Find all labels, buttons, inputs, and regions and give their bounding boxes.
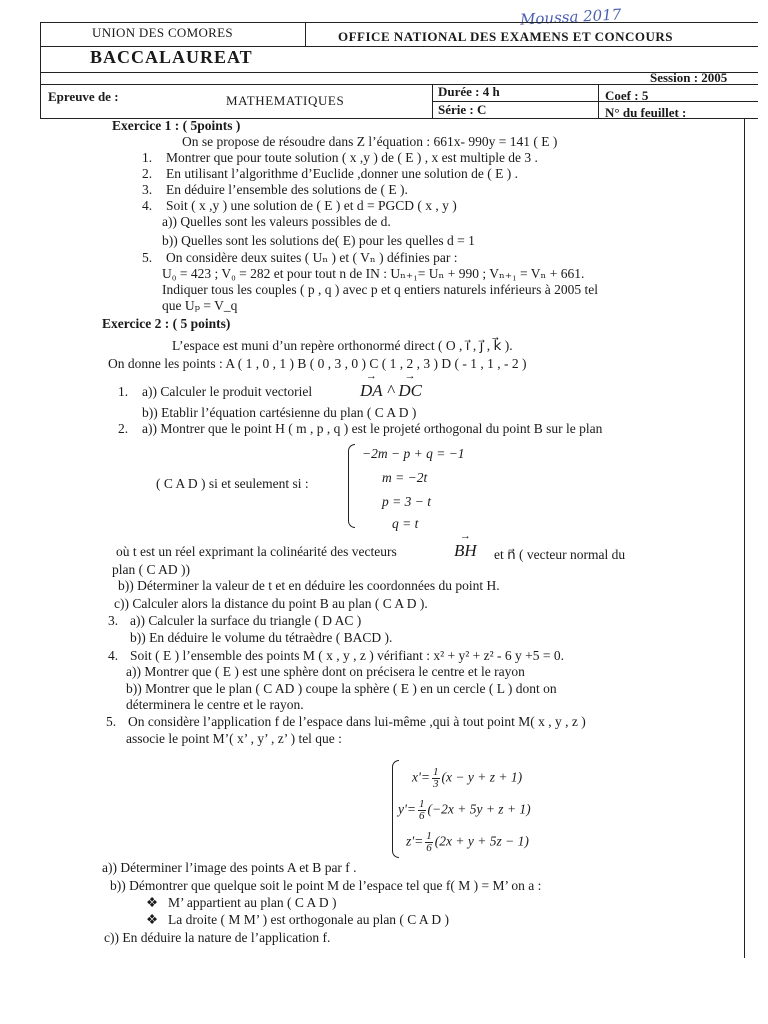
header-divider-1 [305, 22, 306, 46]
item-number: 1. [118, 384, 129, 399]
exercise-2-title: Exercice 2 : ( 5 points) [102, 316, 231, 331]
exercise-2-intro: L’espace est muni d’un repère orthonormé direct ( O , i⃗ , j⃗ , k⃗ ). [172, 338, 513, 353]
session: Session : 2005 [650, 70, 728, 85]
given-points: On donne les points : A ( 1 , 0 , 1 ) B ( 0 , 3 , 0 ) C ( 1 , 2 , 3 ) D ( - 1 , 1 , - 2 ) [108, 356, 527, 371]
system-2-x-rhs: (x − y + z + 1) [441, 769, 523, 785]
ex2-question-5b-ii: La droite ( M M’ ) est orthogonale au plan ( C A D ) [168, 912, 449, 927]
exam-title: BACCALAUREAT [90, 47, 253, 67]
system-2-y [398, 799, 531, 822]
sheet-number: N° du feuillet : [605, 105, 687, 120]
system-1-eq3: p = 3 − t [382, 494, 431, 509]
ex2-question-4b-line1: b)) Montrer que le plan ( C AD ) coupe la sphère ( E ) en un cercle ( L ) dont on [126, 681, 557, 696]
item-number: 2. [118, 421, 129, 436]
system-2-z-rhs: (2x + y + 5z − 1) [434, 833, 529, 849]
ex1-question-5-line2: Indiquer tous les couples ( p , q ) avec p et q entiers naturels inférieurs à 2005 tel [162, 282, 598, 297]
ex2-question-4: Soit ( E ) l’ensemble des points M ( x , y , z ) vérifiant : x² + y² + z² - 6 y +5 = 0. [130, 648, 565, 663]
fraction-denominator: 6 [419, 810, 425, 822]
fraction [425, 831, 433, 854]
system-2-x-lhs: x'= [412, 769, 430, 785]
vector-bh: BH → [454, 530, 477, 560]
page-right-border [744, 118, 745, 958]
item-number: 4. [142, 198, 153, 213]
ex1-question-1: Montrer que pour toute solution ( x ,y ) de ( E ) , x est multiple de 3 . [166, 150, 538, 165]
item-number: 3. [108, 613, 119, 628]
item-number: 5. [106, 714, 117, 729]
system-2-z [406, 831, 529, 854]
fraction [432, 767, 440, 790]
ex2-question-5c: c)) En déduire la nature de l’application f. [104, 930, 331, 945]
fraction-denominator: 6 [426, 842, 432, 854]
office-name: OFFICE NATIONAL DES EXAMENS ET CONCOURS [338, 29, 674, 44]
ex2-question-2-text: où t est un réel exprimant la colinéarité des vecteurs [116, 544, 397, 559]
system-1-eq2: m = −2t [382, 470, 428, 485]
item-number: 1. [142, 150, 153, 165]
fraction-numerator: 1 [426, 830, 432, 842]
ex1-question-5-line1: U₀ = 423 ; V₀ = 282 et pour tout n de IN : Uₙ₊₁= Uₙ + 990 ; Vₙ₊₁ = Vₙ + 661. [162, 266, 585, 281]
item-number: 3. [142, 182, 153, 197]
exercise-1-title: Exercice 1 : ( 5points ) [112, 118, 241, 133]
ex2-question-2-text-cont: et n⃗ ( vecteur normal du [494, 547, 626, 562]
ex1-question-5: On considère deux suites ( Uₙ ) et ( Vₙ ) définies par : [166, 250, 458, 265]
ex2-question-5-line2: associe le point M’( x’ , y’ , z’ ) tel que : [126, 731, 342, 746]
system-1-eq1: −2m − p + q = −1 [362, 446, 465, 461]
ex2-question-4a: a)) Montrer que ( E ) est une sphère dont on précisera le centre et le rayon [126, 664, 525, 679]
fraction [418, 799, 426, 822]
coefficient: Coef : 5 [605, 88, 649, 103]
exercise-1-intro: On se propose de résoudre dans Z l’équation : 661x- 990y = 141 ( E ) [182, 134, 558, 149]
ex1-question-3: En déduire l’ensemble des solutions de ( E ). [166, 182, 408, 197]
header-rule-top [40, 22, 758, 23]
item-number: 2. [142, 166, 153, 181]
fraction-numerator: 1 [433, 766, 439, 778]
ex2-question-2b: b)) Déterminer la valeur de t et en déduire les coordonnées du point H. [118, 578, 500, 593]
ex1-question-4a: a)) Quelles sont les valeurs possibles de d. [162, 214, 391, 229]
serie: Série : C [438, 102, 487, 117]
system-2-x [412, 767, 522, 790]
ex2-question-1b: b)) Etablir l’équation cartésienne du plan ( C A D ) [142, 405, 417, 420]
system-2-y-lhs: y'= [398, 801, 416, 817]
ex2-question-5b: b)) Démontrer que quelque soit le point M de l’espace tel que f( M ) = M’ on a : [110, 878, 542, 893]
ex1-question-5-line3: que Uₚ = V_q [162, 298, 238, 313]
ex2-question-3b: b)) En déduire le volume du tétraèdre ( BACD ). [130, 630, 393, 645]
system-2-z-lhs: z'= [406, 833, 424, 849]
system-1-eq4: q = t [392, 516, 419, 531]
header-left-border [40, 22, 41, 118]
country-name: UNION DES COMORES [92, 25, 233, 40]
ex2-question-5b-i: M’ appartient au plan ( C A D ) [168, 895, 337, 910]
ex2-question-5a: a)) Déterminer l’image des points A et B par f . [102, 860, 357, 875]
ex2-question-1a: a)) Calculer le produit vectoriel [142, 384, 313, 399]
bullet-icon: ❖ [146, 912, 159, 927]
system-2-y-rhs: (−2x + 5y + z + 1) [427, 801, 531, 817]
item-number: 4. [108, 648, 119, 663]
ex2-question-2a-condition: ( C A D ) si et seulement si : [156, 476, 309, 491]
fraction-denominator: 3 [433, 778, 439, 790]
duration: Durée : 4 h [438, 84, 500, 99]
ex2-question-2a: a)) Montrer que le point H ( m , p , q ) est le projeté orthogonal du point B sur le plan [142, 421, 603, 436]
ex1-question-2: En utilisant l’algorithme d’Euclide ,donner une solution de ( E ) . [166, 166, 519, 181]
handwritten-note: Moussa 2017 [519, 5, 622, 29]
item-number: 5. [142, 250, 153, 265]
bullet-icon: ❖ [146, 895, 159, 910]
system-brace-1 [348, 444, 355, 528]
subject: MATHEMATIQUES [226, 93, 345, 108]
ex2-question-2c: c)) Calculer alors la distance du point B au plan ( C A D ). [114, 596, 428, 611]
ex2-question-4b-line2: déterminera le centre et le rayon. [126, 697, 304, 712]
ex2-question-2-text-end: plan ( C AD )) [112, 562, 190, 577]
cross-product-expression: DA → ^ DC → [360, 370, 422, 400]
ex1-question-4b: b)) Quelles sont les solutions de( E) pour les quelles d = 1 [162, 233, 475, 248]
ex2-question-5-line1: On considère l’application f de l’espace dans lui-même ,qui à tout point M( x , y , z ) [128, 714, 586, 729]
epreuve-label: Epreuve de : [48, 89, 119, 104]
fraction-numerator: 1 [419, 798, 425, 810]
ex2-question-3a: a)) Calculer la surface du triangle ( D AC ) [130, 613, 362, 628]
ex1-question-4: Soit ( x ,y ) une solution de ( E ) et d = PGCD ( x , y ) [166, 198, 457, 213]
